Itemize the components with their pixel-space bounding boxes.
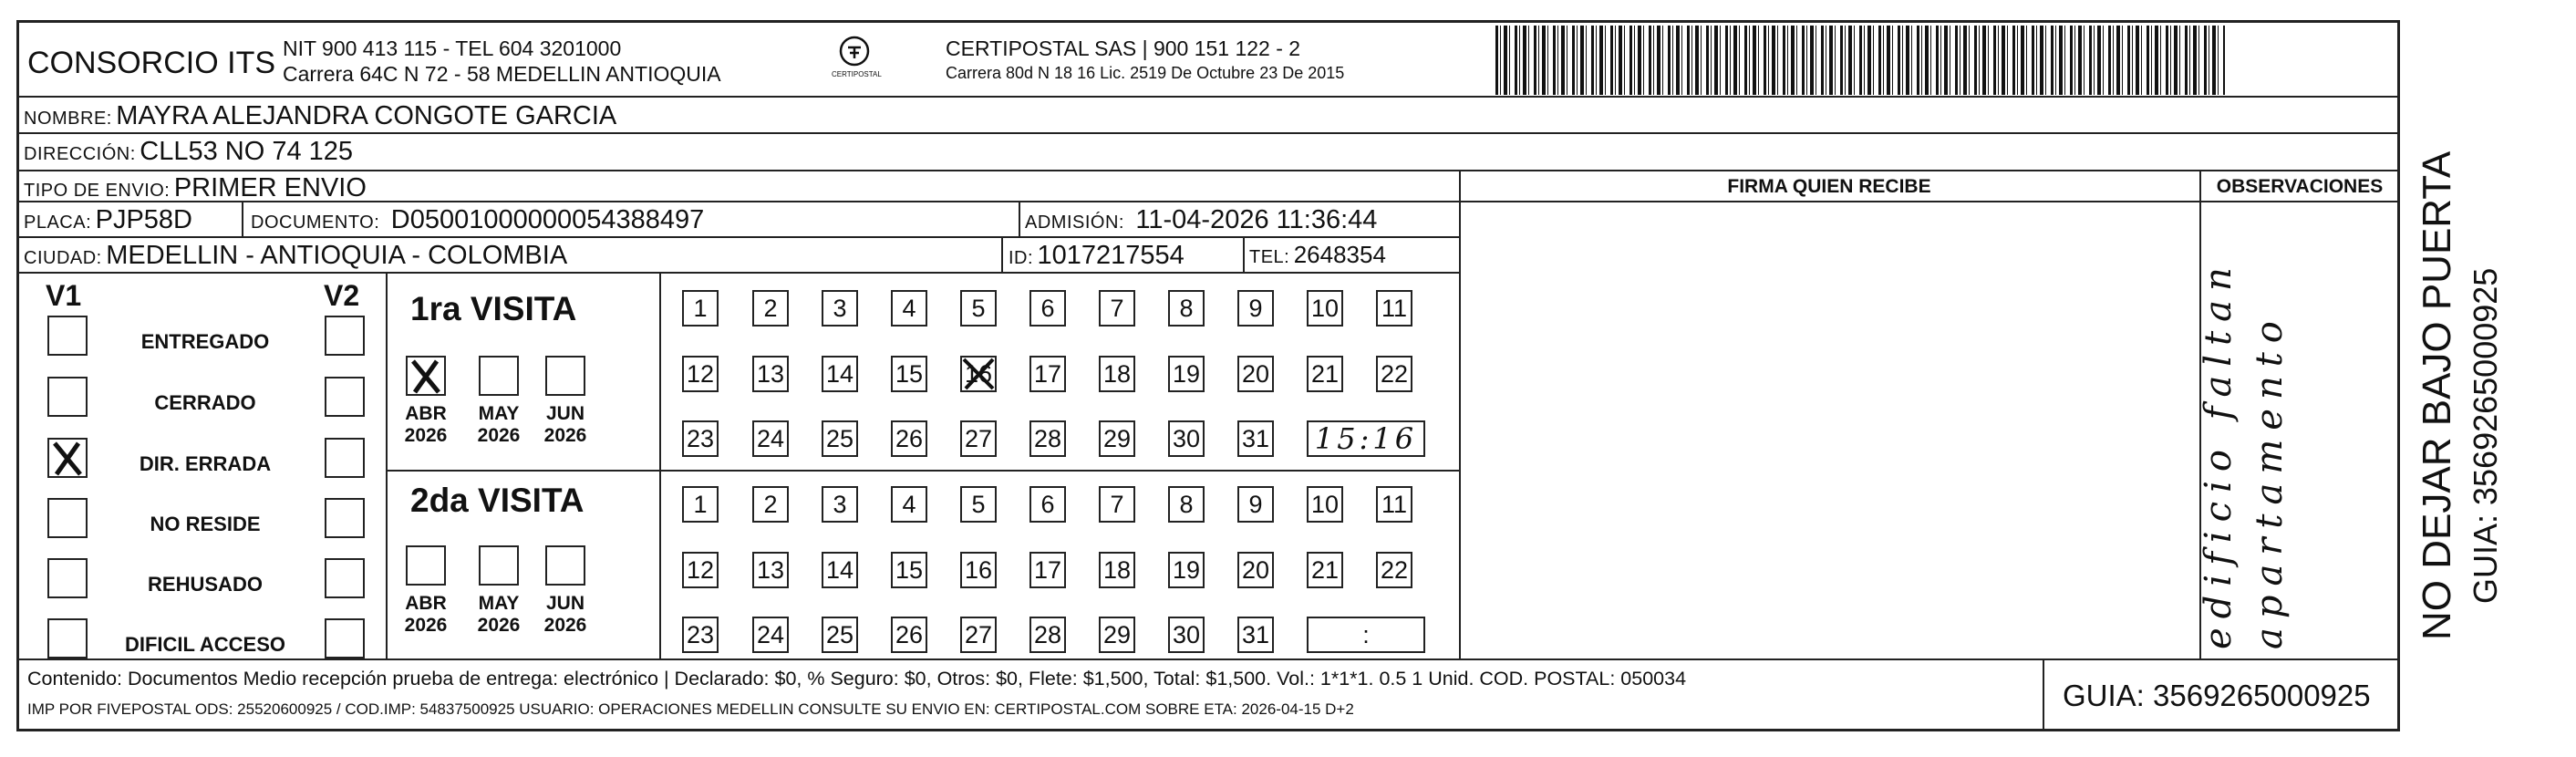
- second-visit-day-box[interactable]: 26: [891, 617, 927, 653]
- send-type: PRIMER ENVIO: [173, 173, 367, 202]
- first-visit-day-box[interactable]: 20: [1237, 356, 1274, 392]
- footer-guia: GUIA: 3569265000925: [2063, 679, 2371, 712]
- second-visit-title: 2da VISITA: [410, 482, 585, 519]
- second-visit-day-box[interactable]: 18: [1099, 552, 1135, 588]
- recipient-name: MAYRA ALEJANDRA CONGOTE GARCIA: [116, 101, 617, 130]
- first-visit-month-checkbox[interactable]: [406, 356, 446, 396]
- first-visit-day-box[interactable]: 10: [1307, 290, 1343, 327]
- first-visit-day-box[interactable]: 28: [1029, 420, 1066, 457]
- second-visit-day-box[interactable]: 3: [822, 486, 858, 523]
- second-visit-month-checkbox[interactable]: [406, 545, 446, 586]
- second-visit-day-box[interactable]: 19: [1168, 552, 1205, 588]
- second-visit-day-box[interactable]: 6: [1029, 486, 1066, 523]
- first-visit-day-box[interactable]: 29: [1099, 420, 1135, 457]
- second-visit-month-checkbox[interactable]: [479, 545, 519, 586]
- month-year: 2026: [477, 615, 521, 636]
- company-address: Carrera 64C N 72 - 58 MEDELLIN ANTIOQUIA: [283, 62, 721, 86]
- first-visit-month-checkbox[interactable]: [545, 356, 585, 396]
- logo-text: CERTIPOSTAL: [832, 70, 882, 78]
- second-visit-day-box[interactable]: 21: [1307, 552, 1343, 588]
- status-label: ENTREGADO: [140, 330, 270, 353]
- tel-label: TEL:: [1249, 247, 1290, 267]
- company-name: CONSORCIO ITS: [27, 46, 276, 80]
- status-label: DIFICIL ACCESO: [124, 633, 285, 656]
- second-visit-month-label: [467, 593, 531, 637]
- month-name: JUN: [545, 593, 585, 614]
- month-name: ABR: [405, 593, 447, 614]
- second-visit-day-box[interactable]: 12: [682, 552, 719, 588]
- v1-checkbox[interactable]: [47, 558, 88, 598]
- document-number: D05001000000054388497: [390, 205, 705, 234]
- month-year: 2026: [404, 425, 448, 446]
- observations-handwritten: edificio faltan apartamento: [2198, 258, 2291, 649]
- first-visit-day-box[interactable]: 27: [960, 420, 997, 457]
- observations-label: OBSERVACIONES: [2216, 176, 2384, 197]
- admission-label: ADMISIÓN:: [1025, 213, 1124, 233]
- first-visit-month-label: [394, 403, 458, 447]
- second-visit-day-box[interactable]: 2: [752, 486, 789, 523]
- second-visit-day-box[interactable]: 10: [1307, 486, 1343, 523]
- first-visit-day-box[interactable]: 2: [752, 290, 789, 327]
- x-mark-icon: [408, 358, 444, 394]
- second-visit-day-box[interactable]: 11: [1376, 486, 1412, 523]
- second-visit-day-box[interactable]: 25: [822, 617, 858, 653]
- v2-checkbox[interactable]: [325, 316, 365, 356]
- first-visit-month-checkbox[interactable]: [479, 356, 519, 396]
- first-visit-day-box[interactable]: 6: [1029, 290, 1066, 327]
- no-dejar-warning: NO DEJAR BAJO PUERTA: [2415, 150, 2459, 640]
- first-visit-day-box[interactable]: 23: [682, 420, 719, 457]
- v1-header: V1: [46, 279, 82, 312]
- status-label: CERRADO: [154, 391, 256, 414]
- plate-label: PLACA:: [24, 213, 92, 233]
- x-mark-icon: [960, 356, 997, 397]
- v1-checkbox[interactable]: [47, 316, 88, 356]
- first-visit-day-box[interactable]: 8: [1168, 290, 1205, 327]
- second-visit-day-box[interactable]: 14: [822, 552, 858, 588]
- v1-checkbox[interactable]: [47, 377, 88, 417]
- first-visit-day-box[interactable]: 18: [1099, 356, 1135, 392]
- first-visit-day-box[interactable]: 26: [891, 420, 927, 457]
- second-visit-day-box[interactable]: 17: [1029, 552, 1066, 588]
- second-visit-day-box[interactable]: 23: [682, 617, 719, 653]
- first-visit-day-box[interactable]: 19: [1168, 356, 1205, 392]
- first-visit-day-box[interactable]: 11: [1376, 290, 1412, 327]
- second-visit-day-box[interactable]: 16: [960, 552, 997, 588]
- first-visit-day-box[interactable]: 22: [1376, 356, 1412, 392]
- side-guia: GUIA: 3569265000925: [2467, 267, 2504, 604]
- first-visit-day-box[interactable]: 12: [682, 356, 719, 392]
- status-label: NO RESIDE: [150, 513, 261, 535]
- second-visit-time-box[interactable]: :: [1307, 617, 1425, 653]
- second-visit-day-box[interactable]: 24: [752, 617, 789, 653]
- status-label: REHUSADO: [148, 573, 263, 596]
- certipostal-logo-icon: [838, 35, 871, 67]
- company-nit: NIT 900 413 115 - TEL 604 3201000: [283, 36, 622, 60]
- certipostal-logo: [832, 35, 882, 78]
- first-visit-day-box[interactable]: 25: [822, 420, 858, 457]
- v1-checkbox[interactable]: [47, 438, 88, 478]
- v1-checkbox[interactable]: [47, 618, 88, 658]
- month-year: 2026: [543, 615, 587, 636]
- first-visit-day-box[interactable]: 30: [1168, 420, 1205, 457]
- second-visit-day-box[interactable]: 8: [1168, 486, 1205, 523]
- v2-checkbox[interactable]: [325, 438, 365, 478]
- second-visit-day-box[interactable]: 29: [1099, 617, 1135, 653]
- footer-imp: IMP POR FIVEPOSTAL ODS: 25520600925 / COD.IMP: 54837500925 USUARIO: OPERACIONES MEDELLIN CONSULTE SU ENVIO EN: CERTIPOSTAL.COM SOBRE ETA: 2026-04-15 D+2: [27, 700, 1354, 718]
- recipient-id: 1017217554: [1037, 241, 1185, 270]
- second-visit-month-label: [394, 593, 458, 637]
- month-name: MAY: [478, 403, 520, 424]
- first-visit-day-box[interactable]: 14: [822, 356, 858, 392]
- city: MEDELLIN - ANTIOQUIA - COLOMBIA: [106, 241, 568, 270]
- first-visit-day-box[interactable]: 7: [1099, 290, 1135, 327]
- second-visit-day-box[interactable]: 31: [1237, 617, 1274, 653]
- signature-area[interactable]: [1462, 202, 2197, 658]
- second-visit-day-box[interactable]: 5: [960, 486, 997, 523]
- second-visit-day-box[interactable]: 30: [1168, 617, 1205, 653]
- x-mark-icon: [49, 440, 86, 476]
- second-visit-day-box[interactable]: 20: [1237, 552, 1274, 588]
- second-visit-day-box[interactable]: 22: [1376, 552, 1412, 588]
- v2-checkbox[interactable]: [325, 498, 365, 538]
- barcode: [1495, 26, 2225, 95]
- admission-date: 11-04-2026 11:36:44: [1135, 205, 1378, 234]
- city-label: CIUDAD:: [24, 248, 102, 268]
- first-visit-day-box[interactable]: 9: [1237, 290, 1274, 327]
- month-year: 2026: [404, 615, 448, 636]
- second-visit-day-box[interactable]: 15: [891, 552, 927, 588]
- month-year: 2026: [543, 425, 587, 446]
- first-visit-month-label: [533, 403, 597, 447]
- recipient-address: CLL53 NO 74 125: [140, 137, 354, 166]
- first-visit-day-box[interactable]: 24: [752, 420, 789, 457]
- name-label: NOMBRE:: [24, 109, 112, 129]
- first-visit-day-box[interactable]: 5: [960, 290, 997, 327]
- id-label: ID:: [1009, 248, 1034, 268]
- second-visit-day-box[interactable]: 4: [891, 486, 927, 523]
- v2-checkbox[interactable]: [325, 618, 365, 658]
- first-visit-month-label: [467, 403, 531, 447]
- second-visit-day-box[interactable]: 27: [960, 617, 997, 653]
- v2-checkbox[interactable]: [325, 558, 365, 598]
- status-label: DIR. ERRADA: [139, 452, 272, 475]
- first-visit-day-box[interactable]: 13: [752, 356, 789, 392]
- first-visit-day-box[interactable]: 1: [682, 290, 719, 327]
- send-type-label: TIPO DE ENVIO:: [24, 181, 171, 201]
- plate: PJP58D: [95, 205, 192, 234]
- month-name: MAY: [478, 593, 520, 614]
- second-visit-day-box[interactable]: 28: [1029, 617, 1066, 653]
- carrier-name: CERTIPOSTAL SAS | 900 151 122 - 2: [946, 36, 1301, 60]
- first-visit-day-box[interactable]: 21: [1307, 356, 1343, 392]
- recipient-tel: 2648354: [1293, 241, 1386, 268]
- second-visit-month-checkbox[interactable]: [545, 545, 585, 586]
- second-visit-month-label: [533, 593, 597, 637]
- first-visit-day-box[interactable]: 3: [822, 290, 858, 327]
- first-visit-day-box[interactable]: 4: [891, 290, 927, 327]
- first-visit-day-box[interactable]: 15: [891, 356, 927, 392]
- first-visit-title: 1ra VISITA: [410, 290, 577, 327]
- second-visit-day-box[interactable]: 13: [752, 552, 789, 588]
- v1-checkbox[interactable]: [47, 498, 88, 538]
- v2-checkbox[interactable]: [325, 377, 365, 417]
- footer-contents: Contenido: Documentos Medio recepción prueba de entrega: electrónico | Declarado: $0, % Seguro: $0, Otros: $0, Flete: $1,500, Total: $1,500. Vol.: 1*1*1. 0.5 1 Unid. COD. POSTAL: 050034: [27, 668, 1687, 690]
- document-label: DOCUMENTO:: [251, 213, 380, 233]
- signature-label: FIRMA QUIEN RECIBE: [1727, 176, 1931, 197]
- first-visit-day-box[interactable]: 31: [1237, 420, 1274, 457]
- address-label: DIRECCIÓN:: [24, 144, 136, 164]
- second-visit-day-box[interactable]: 9: [1237, 486, 1274, 523]
- first-visit-time-box[interactable]: 15:16: [1307, 420, 1425, 457]
- v2-header: V2: [324, 279, 360, 312]
- month-year: 2026: [477, 425, 521, 446]
- second-visit-day-box[interactable]: 7: [1099, 486, 1135, 523]
- first-visit-day-box[interactable]: 17: [1029, 356, 1066, 392]
- carrier-address: Carrera 80d N 18 16 Lic. 2519 De Octubre 23 De 2015: [946, 64, 1345, 82]
- month-name: JUN: [545, 403, 585, 424]
- first-visit-day-box[interactable]: 16: [960, 356, 997, 392]
- month-name: ABR: [405, 403, 447, 424]
- second-visit-day-box[interactable]: 1: [682, 486, 719, 523]
